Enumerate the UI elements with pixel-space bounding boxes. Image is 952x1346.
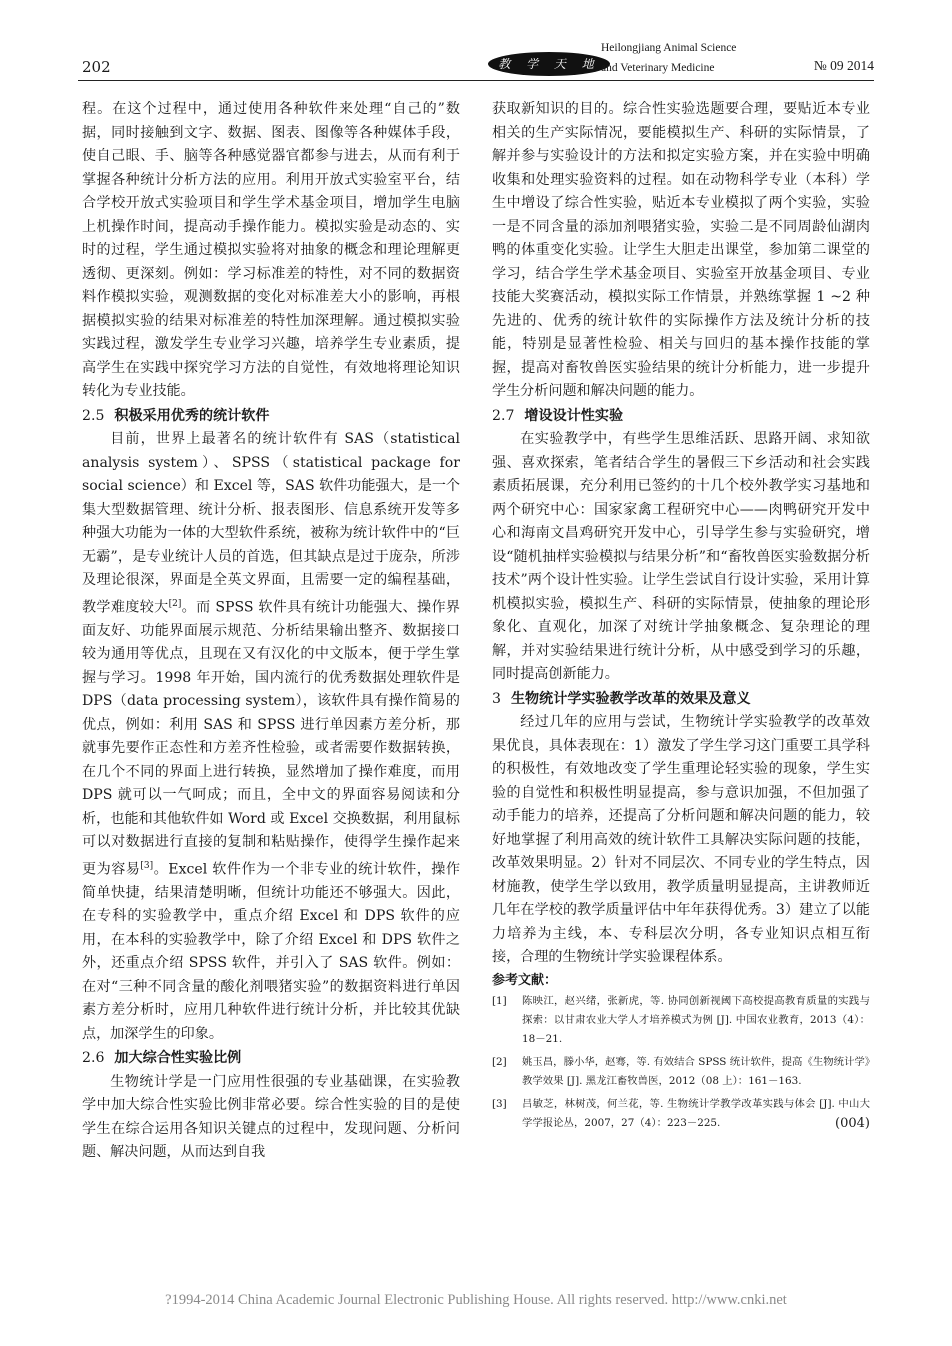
section-heading-2-7 [492,405,870,429]
citation: [2] [168,598,182,609]
reference-text-body: 吕敏芝，林树茂，何兰花，等. 生物统计学教学改革实践与体会 [J]. 中山大学学报论丛，2007，27（4）：223－225. [522,1097,870,1129]
journal-name-line1: Heilongjiang Animal Science [601,42,737,54]
reference-number: [3] [492,1097,507,1110]
journal-name-line2: and Veterinary Medicine [601,62,715,74]
section-number: 2.6 [82,1050,105,1067]
article-code: (004) [835,1115,870,1131]
citation: [3] [140,860,154,871]
section-banner: 教 学 天 地 [488,52,610,76]
section-heading-2-5 [82,405,460,429]
paragraph: 生物统计学是一门应用性很强的专业基础课，在实验教学中加大综合性实验比例非常必要。综合性实验的目的是使学生在综合运用各知识关键点的过程中，发现问题、分析问题、解决问题，从而达到自我 [82,1073,460,1161]
section-title: 积极采用优秀的统计软件 [114,407,270,424]
paragraph [82,428,460,1046]
reference-text: 姚玉昌，滕小华，赵骞，等. 有效结合 SPSS 统计软件，提高《生物统计学》教学效果 [J]. 黑龙江畜牧兽医，2012（08 上）：161－163. [522,1055,870,1087]
paragraph: 在实验教学中，有些学生思维活跃、思路开阔、求知欲强、喜欢探索，笔者结合学生的暑假三下乡活动和社会实践素质拓展课，充分利用已签约的十几个校外教学实习基地和两个研究中心：国家家禽工程研究中心——肉鸭研究开发中心和海南文昌鸡研究开发中心，引导学生参与实验研究，增设“随机抽样实验模拟与结果分析”和“畜牧兽医实验数据分析技术”两个设计性实验。让学生尝试自行设计实验，采用计算机模拟实验，模拟生产、科研的实际情景，使抽象的理论形象化、直观化，加深了对统计学抽象概念、复杂理论的理解，并对实验结果进行统计分析，从中感受到学习的乐趣，同时提高创新能力。 [492,431,870,682]
journal-name [601,38,736,78]
paragraph-text: 。Excel 软件作为一个非专业的统计软件，操作简单快捷，结果清楚明晰，但统计功能还不够强大。因此，在专科的实验教学中，重点介绍 Excel 和 DPS 软件的应用，在本科的实验教学中，除了介绍 Excel 和 DPS 软件之外，还重点介绍 SPSS 软件，并引入了 SAS 软件。例如：在对“三种不同含量的酸化剂喂猪实验”的数据资料进行单因素方差分析时，应用几种软件进行统计分析，并比较其优缺点，加深学生的印象。 [82,861,460,1042]
paragraph-text: 目前，世界上最著名的统计软件有 SAS（statistical analysis system）、SPSS（statistical package for social science）和 Excel 等，SAS 软件功能强大，是一个集大型数据管理、统计分析、报表图形、信息系统开发等多种强大功能为一体的大型软件系统，被称为统计软件中的“巨无霸”，是专业统计人员的首选，但其缺点是过于庞杂，所涉及理论很深，界面是全英文界面，且需要一定的编程基础，教学难度较大 [82,431,461,616]
reference-item [492,1095,870,1133]
page-header [78,30,874,82]
paragraph: 经过几年的应用与尝试，生物统计学实验教学的改革效果优良，具体表现在：1）激发了学生学习这门重要工具学科的积极性，有效地改变了学生重理论轻实验的现象，学生实验的自觉性和积极性明显提高，参与意识加强，不但加强了动手能力的培养，还提高了分析问题和解决问题的能力，较好地掌握了利用高效的统计软件工具解决实际问题的技能，改革效果明显。2）针对不同层次、不同专业的学生特点，因材施教，使学生学以致用，教学质量明显提高，主讲教师近几年在学校的教学质量评估中年年获得优秀。3）建立了以能力培养为主线，本、专科层次分明，各专业知识点相互衔接，合理的生物统计学实验课程体系。 [492,714,870,965]
section-number: 3 [492,690,501,707]
section-number: 2.7 [492,407,515,424]
paragraph: 程。在这个过程中，通过使用各种软件来处理“自己的”数据，同时接触到文字、数据、图表、图像等各种媒体手段，使自己眼、手、脑等各种感觉器官都参与进去，从而有利于掌握各种统计分析方法的应用。利用开放式实验室平台，结合学校开放式实验项目和学生学术基金项目，增加学生电脑上机操作时间，提高动手操作能力。模拟实验是动态的、实时的过程，学生通过模拟实验将对抽象的概念和理论理解更透彻、更深刻。例如：学习标准差的特性，对不同的数据资料作模拟实验，观测数据的变化对标准差大小的影响，再根据模拟实验的结果对标准差的特性加深理解。通过模拟实验实践过程，激发学生专业学习兴趣，培养学生专业素质，提高学生在实践中探究学习方法的自觉性，有效地将理论知识转化为专业技能。 [82,101,460,399]
references-title: 参考文献： [492,972,558,988]
reference-text [522,1095,870,1133]
paragraph: 获取新知识的目的。综合性实验选题要合理，要贴近本专业相关的生产实际情况，要能模拟生产、科研的实际情景，了解并参与实验设计的方法和拟定实验方案，并在实验中明确收集和处理实验资料的过程。如在动物科学专业（本科）学生中增设了综合性实验，贴近本专业模拟了两个实验，实验一是不同含量的添加剂喂猪实验，实验二是不同周龄仙湖肉鸭的体重变化实验。让学生大胆走出课堂，参加第二课堂的学习，结合学生学术基金项目、实验室开放基金项目、专业技能大奖赛活动，模拟实际工作情景，并熟练掌握 1 ~2 种先进的、优秀的统计软件的实际操作方法及统计分析的技能，特别是显著性检验、相关与回归的基本操作技能的掌握，提高对畜牧兽医实验结果的统计分析能力，进一步提升学生分析问题和解决问题的能力。 [492,101,870,399]
reference-text: 陈映江，赵兴绪，张新虎，等. 协同创新视阈下高校提高教育质量的实践与探索：以甘肃农业大学人才培养模式为例 [J]. 中国农业教育，2013（4）：18－21. [522,994,870,1045]
page-number: 202 [82,58,111,76]
reference-item [492,992,870,1049]
section-title: 增设设计性实验 [524,407,624,424]
reference-number: [2] [492,1055,507,1068]
copyright-footer: ?1994-2014 China Academic Journal Electronic Publishing House. All rights reserved. http://www.cnki.net [165,1292,787,1308]
left-column [82,98,460,1165]
header-rule [78,80,874,81]
paragraph-text: 。而 SPSS 软件具有统计功能强大、操作界面友好、功能界面展示规范、分析结果输出整齐、数据接口较为通用等优点，且现在又有汉化的中文版本，便于学生掌握与学习。1998 年开始，国内流行的优秀数据处理软件是 DPS（data processing system），该软件具有操作简易的优点，例如：利用 SAS 和 SPSS 进行单因素方差分析，那就事先要作正态性和方差齐性检验，或者需要作数据转换，在几个不同的界面上进行转换，显然增加了操作难度，而用 DPS 就可以一气呵成；而且，全中文的界面容易阅读和分析，也能和其他软件如 Word 或 Excel 交换数据，利用鼠标可以对数据进行直接的复制和粘贴操作，使得学生操作起来更为容易 [82,599,460,878]
reference-item [492,1053,870,1091]
section-title: 加大综合性实验比例 [114,1050,242,1067]
reference-number: [1] [492,994,507,1007]
section-heading-3 [492,688,870,712]
issue-number: № 09 2014 [813,58,874,73]
section-heading-2-6 [82,1047,460,1071]
section-number: 2.5 [82,407,105,424]
right-column [492,98,870,1137]
section-title: 生物统计学实验教学改革的效果及意义 [510,690,751,707]
